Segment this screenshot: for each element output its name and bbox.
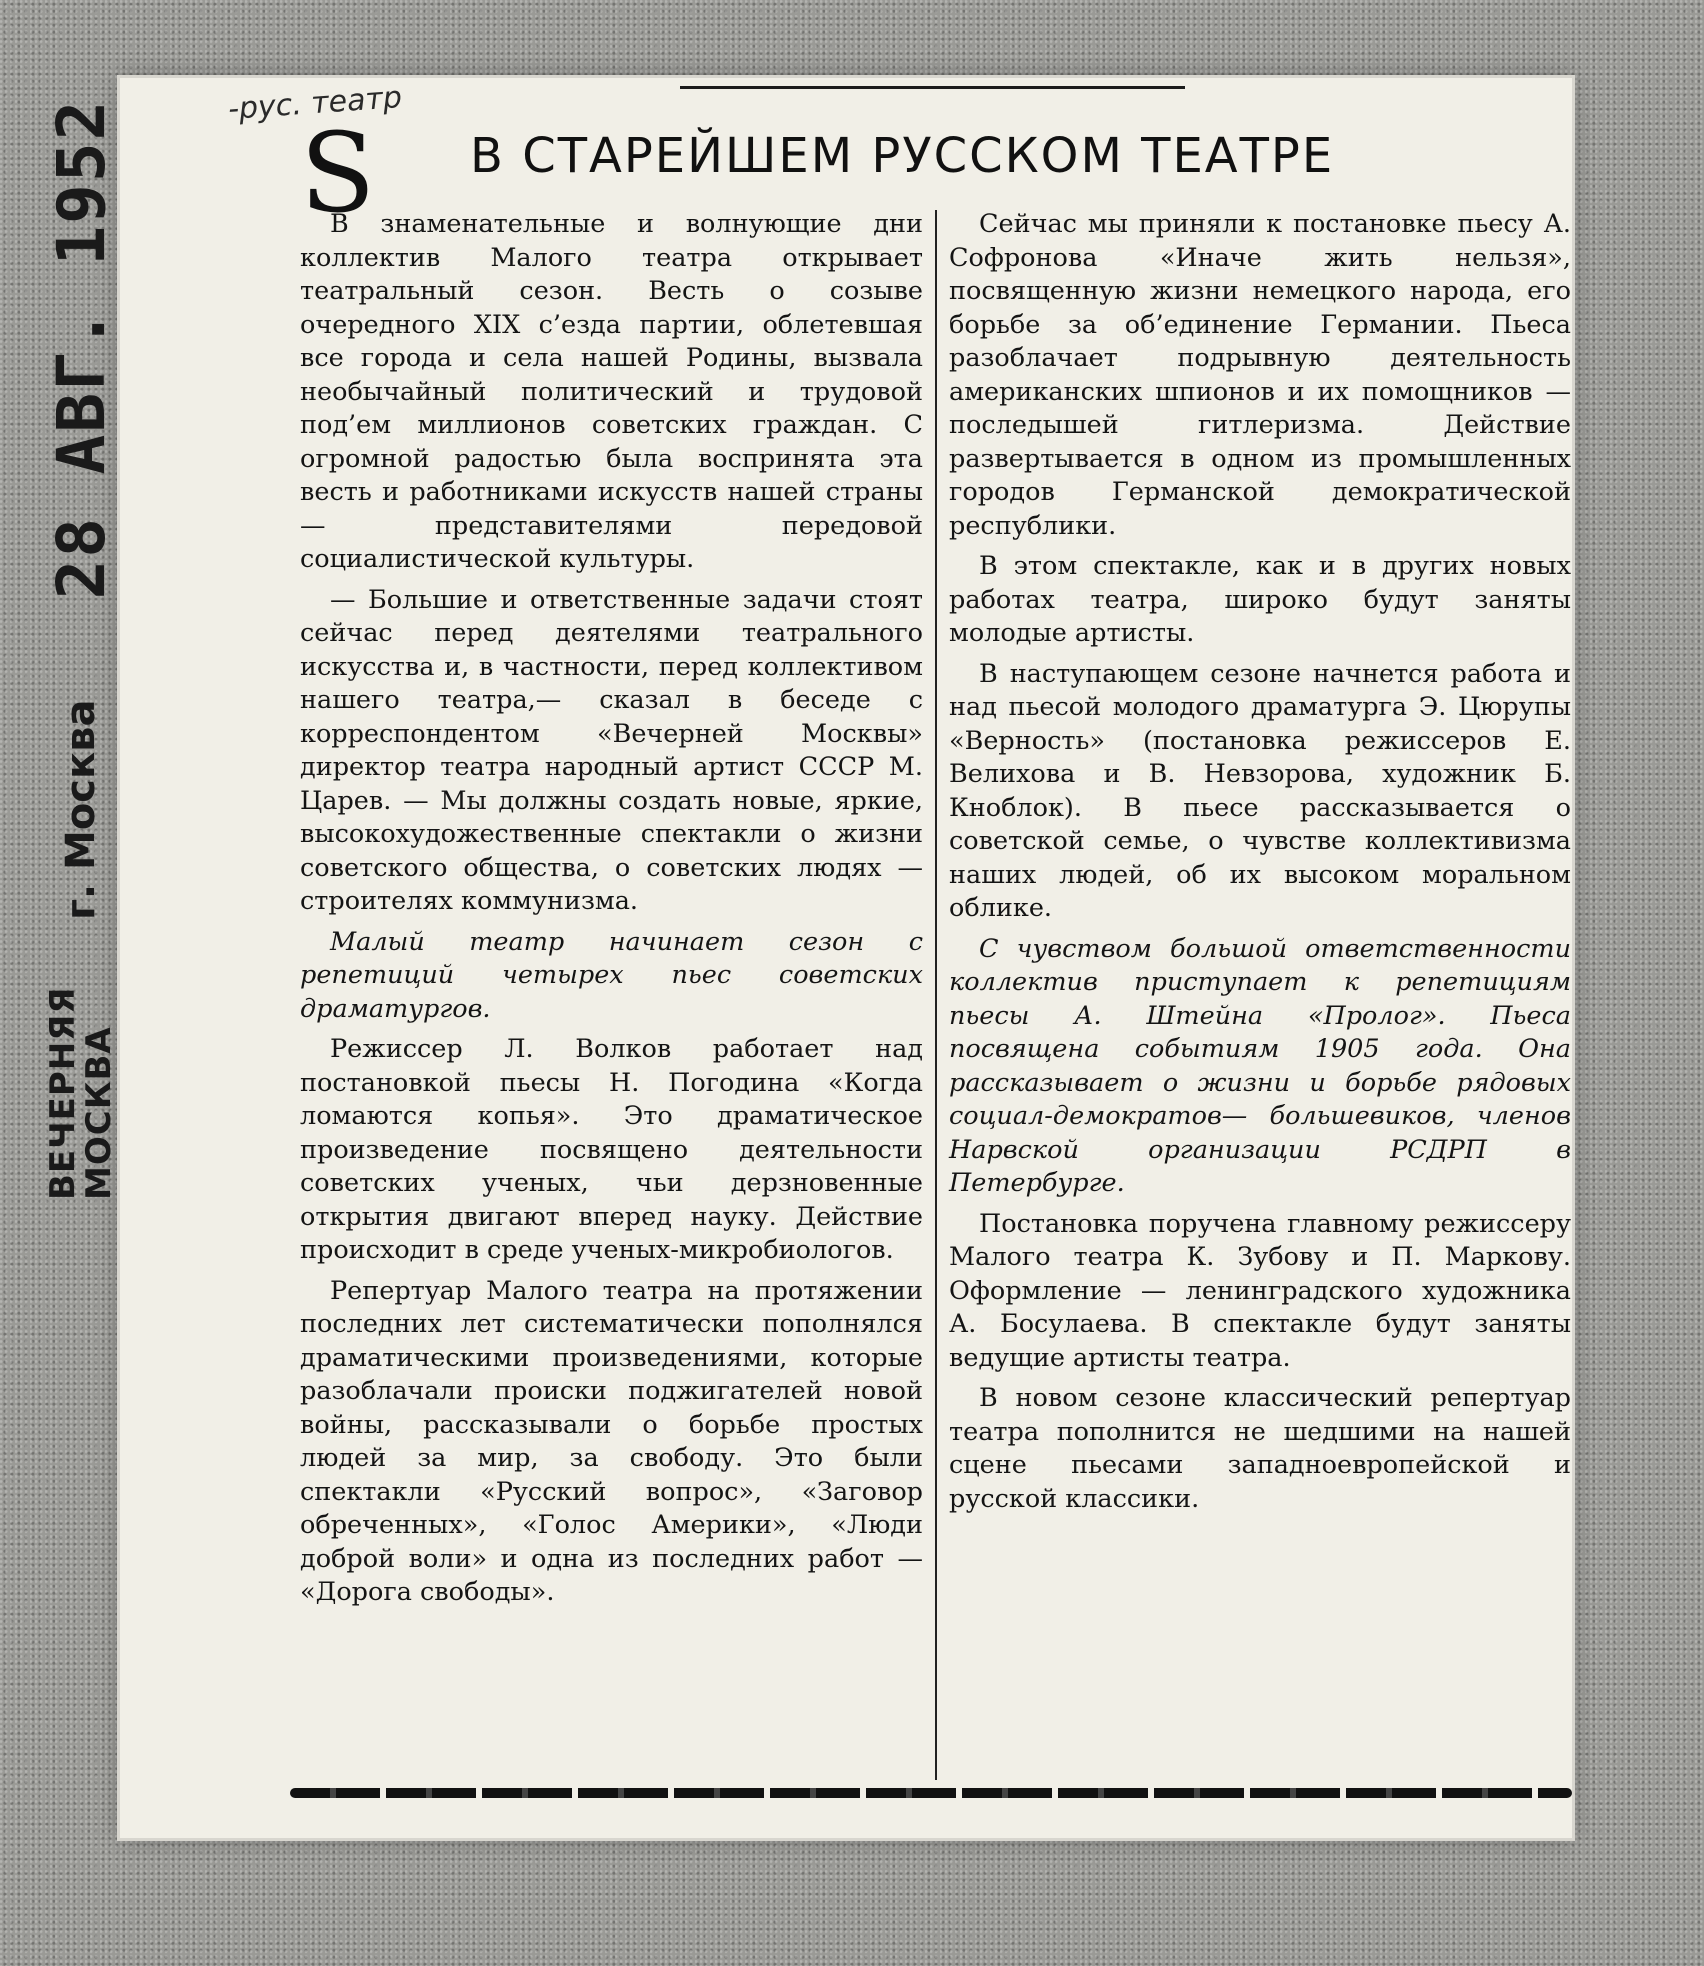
bottom-rule [290, 1788, 1572, 1798]
article-paragraph: В этом спектакле, как и в других новых работах театра, широко будут заняты молодые артисты. [949, 551, 1571, 648]
archive-stamp [36, 50, 126, 1200]
article-paragraph: Репертуар Малого театра на протяжении последних лет систематически пополнялся драматическими произведениями, которые разоблачали происки поджигателей новой войны, рассказывали о борьбе простых людей за мир, за свободу. Это были спектакли «Русский вопрос», «Заговор обреченных», «Голос Америки», «Люди доброй воли» и одна из последних работ — «Дорога свободы». [300, 1275, 923, 1607]
top-rule [680, 86, 1185, 89]
article-paragraph: В новом сезоне классический репертуар театра пополнится не шедшими на нашей сцене пьесами западноевропейской и русской классики. [949, 1383, 1571, 1514]
article-paragraph: Постановка поручена главному режиссеру Малого театра К. Зубову и П. Маркову. Оформление — ленинградского художника А. Босулаева. В спектакле будут заняты ведущие артисты театра. [949, 1208, 1571, 1373]
article-paragraph: В знаменательные и волнующие дни коллектив Малого театра открывает театральный сезон. Весть о созыве очередного XIX с’езда партии, облетевшая все города и села нашей Родины, вызвала необычайный политический и трудовой под’ем миллионов советских граждан. С огромной радостью была воспринята эта весть и работниками искусств нашей страны — представителями передовой социалистической культуры. [300, 209, 923, 574]
article-paragraph: С чувством большой ответственности коллектив приступает к репетициям пьесы А. Штейна «Пролог». Пьеса посвящена событиям 1905 года. Она рассказывает о жизни и борьбе рядовых социал-демократов— большевиков, членов Нарвской организации РСДРП в Петербурге. [949, 933, 1571, 1198]
article-paragraph: — Большие и ответственные задачи стоят сейчас перед деятелями театрального искусства и, в частности, перед коллективом нашего театра,— сказал в беседе с корреспондентом «Вечерней Москвы» директор театра народный артист СССР М. Царев. — Мы должны создать новые, яркие, высокохудожественные спектакли о жизни советского общества, о советских людях — строителях коммунизма. [300, 584, 923, 916]
article-column-left [300, 208, 923, 1786]
margin-mark: S [300, 109, 376, 237]
stamp-newspaper-name: ВЕЧЕРНЯЯ МОСКВА [43, 986, 119, 1200]
stamp-date: 28 АВГ. 1952 [42, 98, 120, 600]
article-paragraph: В наступающем сезоне начнется работа и над пьесой молодого драматурга Э. Цюрупы «Верность» (постановка режиссеров Е. Велихова и В. Невзорова, художник Б. Кноблок). В пьесе рассказывается о советской семье, о чувстве коллективизма наших людей, об их высоком моральном облике. [949, 658, 1571, 923]
headline: В СТАРЕЙШЕМ РУССКОМ ТЕАТРЕ [470, 128, 1335, 184]
article-paragraph: Малый театр начинает сезон с репетиций четырех пьес советских драматургов. [300, 926, 923, 1024]
stamp-city: г. Москва [58, 699, 104, 920]
column-divider [935, 210, 937, 1780]
article-paragraph: Режиссер Л. Волков работает над постановкой пьесы Н. Погодина «Когда ломаются копья». Это драматическое произведение посвящено деятельности советских ученых, чьи дерзновенные открытия двигают вперед науку. Действие происходит в среде ученых-микробиологов. [300, 1034, 923, 1265]
article-column-right [949, 208, 1571, 1786]
article-paragraph: Сейчас мы приняли к постановке пьесу А. Софронова «Иначе жить нельзя», посвященную жизни немецкого народа, его борьбе за об’единение Германии. Пьеса разоблачает подрывную деятельность американских шпионов и их помощников — последышей гитлеризма. Действие развертывается в одном из промышленных городов Германской демократической республики. [949, 209, 1571, 541]
handwritten-note: -рус. театр [226, 79, 404, 128]
